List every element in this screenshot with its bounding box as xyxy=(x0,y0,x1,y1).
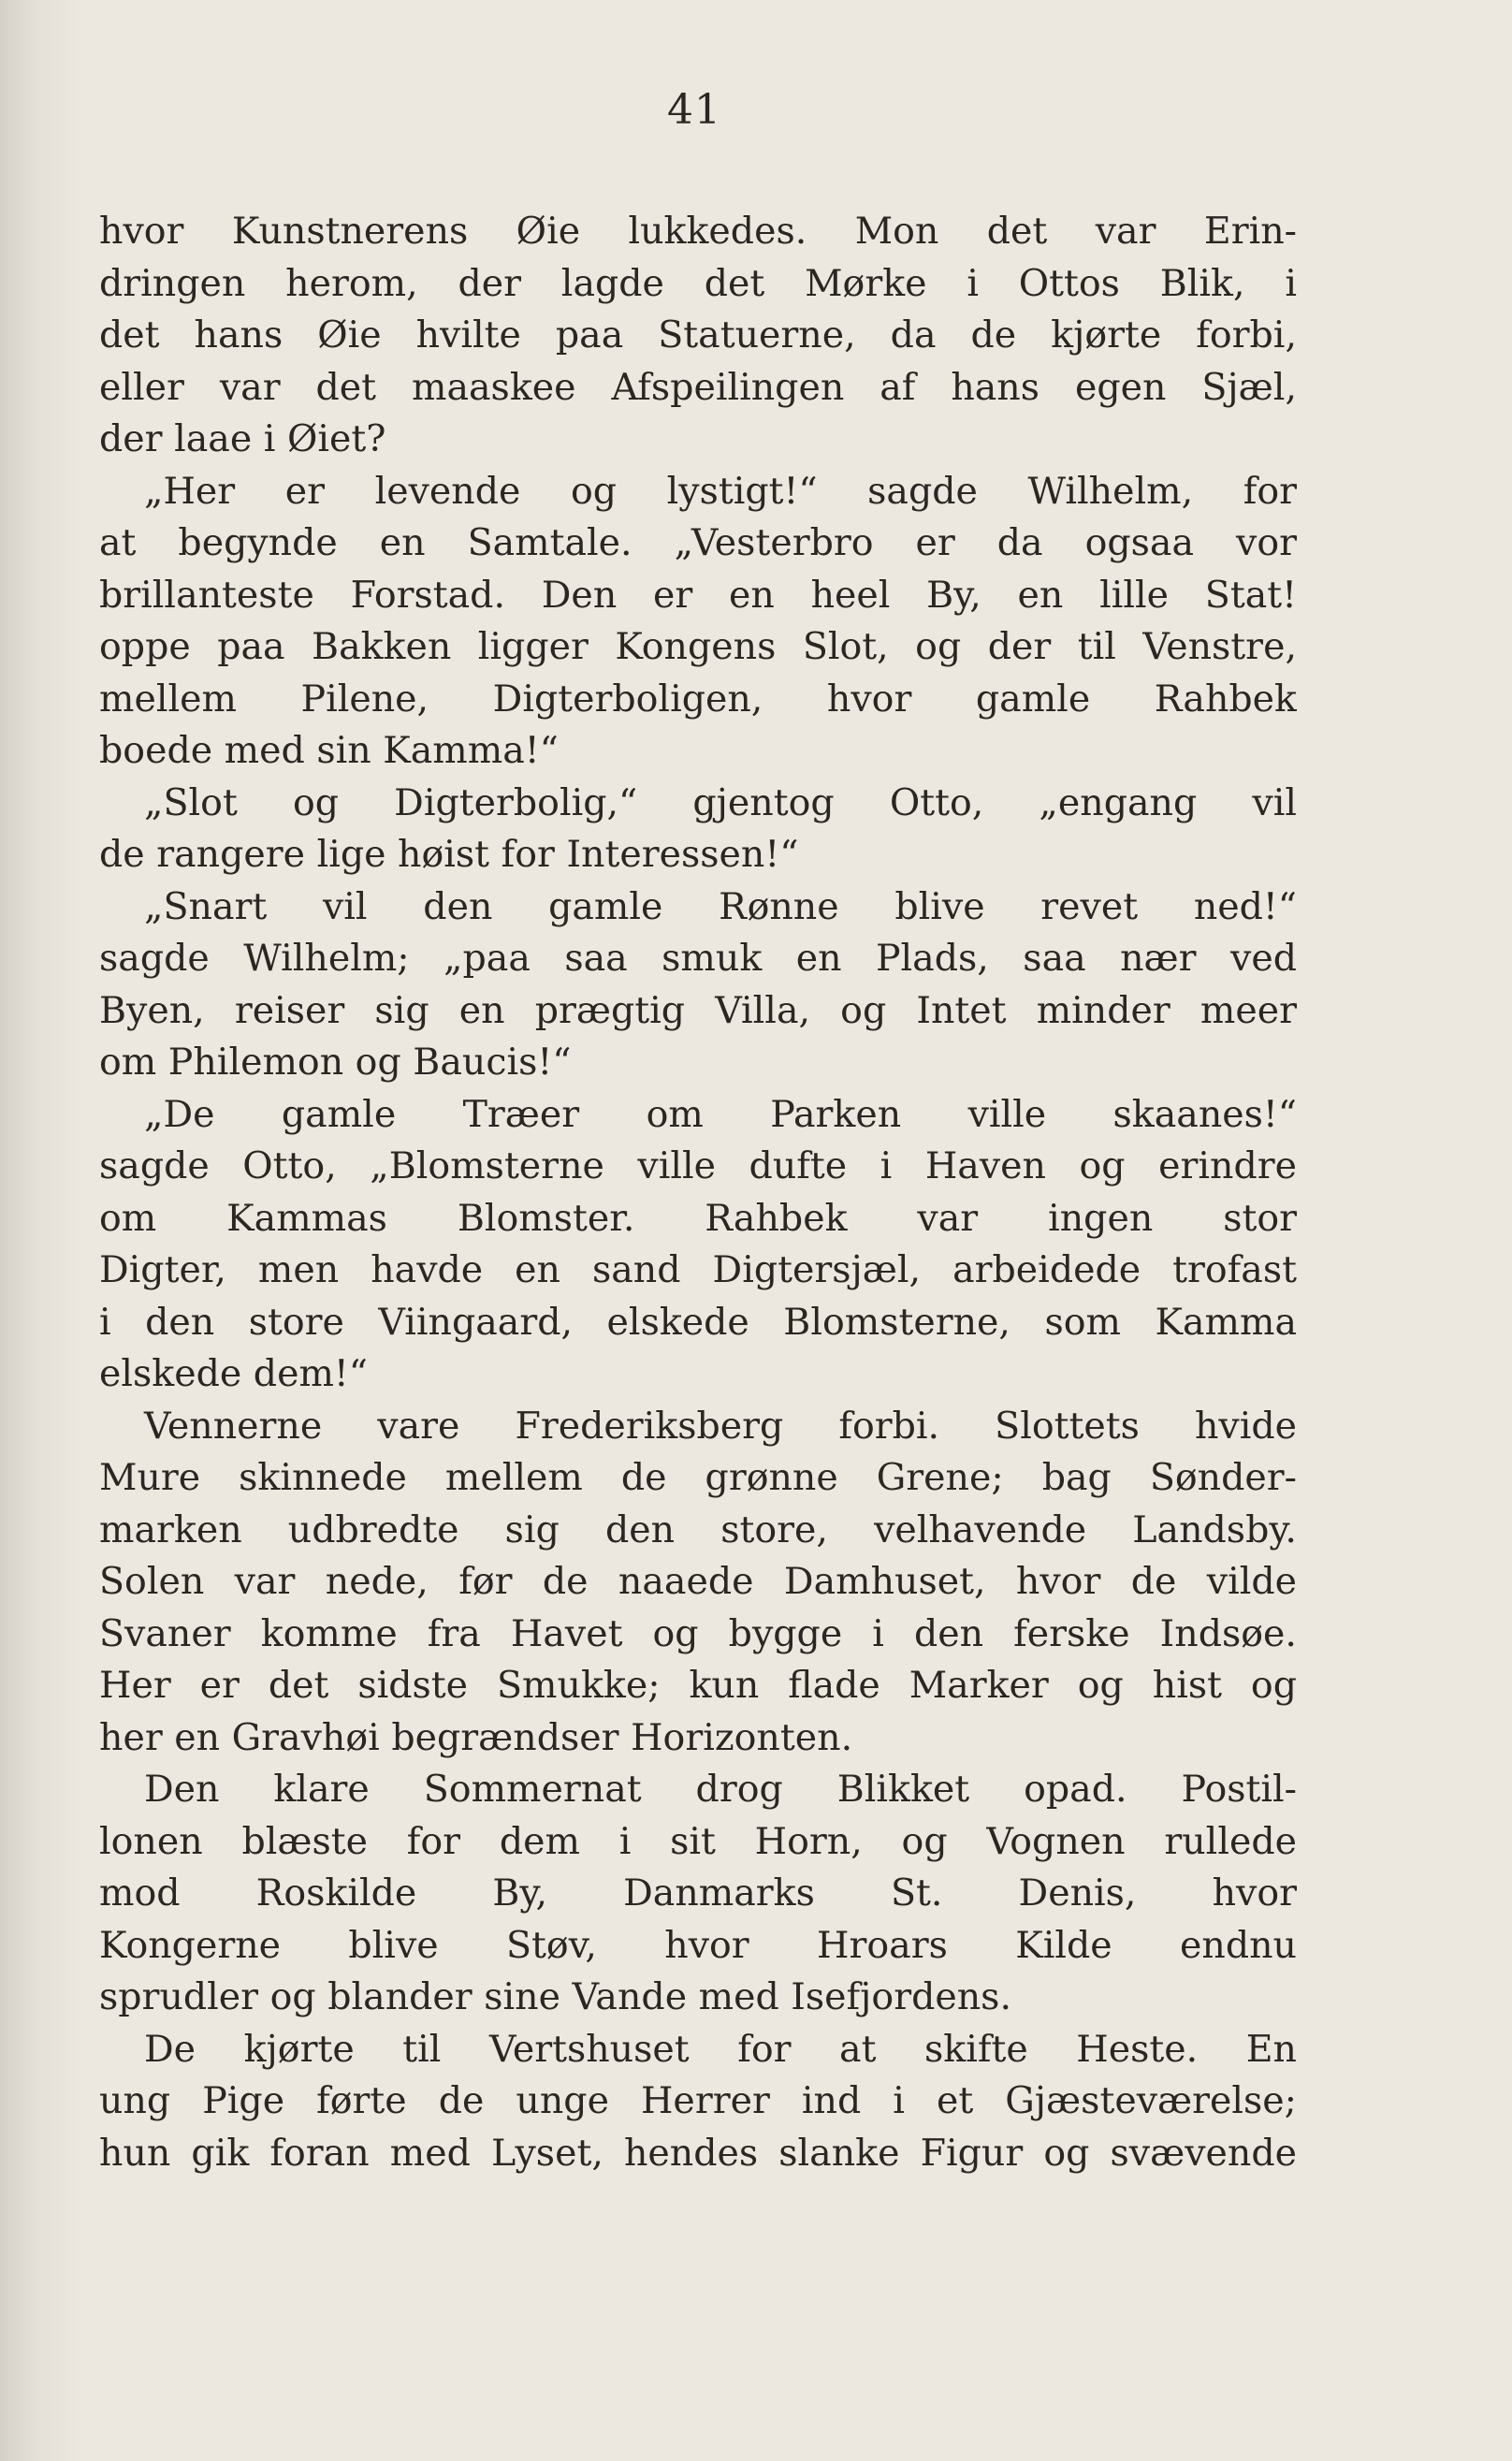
text-line: eller var det maaskee Afspeilingen af hans egen Sjæl, xyxy=(99,365,1297,409)
text-line: boede med sin Kamma!“ xyxy=(99,729,559,772)
text-line: Vennerne vare Frederiksberg forbi. Slottets hvide xyxy=(144,1404,1297,1448)
text-line: hun gik foran med Lyset, hendes slanke Figur og svævende xyxy=(99,2131,1297,2175)
text-line: sprudler og blander sine Vande med Isefjordens. xyxy=(99,1975,1012,2018)
text-line: om Kammas Blomster. Rahbek var ingen stor xyxy=(99,1196,1297,1240)
text-line: Den klare Sommernat drog Blikket opad. Postil- xyxy=(144,1768,1297,1811)
text-line: der laae i Øiet? xyxy=(99,417,386,460)
text-line: Byen, reiser sig en prægtig Villa, og Intet minder meer xyxy=(99,988,1297,1032)
text-line: „De gamle Træer om Parken ville skaanes!“ xyxy=(144,1092,1297,1136)
text-line: at begynde en Samtale. „Vesterbro er da ogsaa vor xyxy=(99,521,1297,564)
text-line: Kongerne blive Støv, hvor Hroars Kilde endnu xyxy=(99,1923,1297,1967)
text-line: hvor Kunstnerens Øie lukkedes. Mon det var Erin- xyxy=(99,210,1297,253)
text-line: Digter, men havde en sand Digtersjæl, arbeidede trofast xyxy=(99,1248,1297,1291)
text-line: Solen var nede, før de naaede Damhuset, hvor de vilde xyxy=(99,1560,1297,1603)
text-line: lonen blæste for dem i sit Horn, og Vognen rullede xyxy=(99,1819,1297,1863)
text-line: ung Pige førte de unge Herrer ind i et Gjæsteværelse; xyxy=(99,2079,1297,2122)
text-line: dringen herom, der lagde det Mørke i Ottos Blik, i xyxy=(99,261,1297,305)
text-line: oppe paa Bakken ligger Kongens Slot, og der til Venstre, xyxy=(99,625,1297,668)
text-line: Mure skinnede mellem de grønne Grene; bag Sønder- xyxy=(99,1456,1297,1499)
text-line: Svaner komme fra Havet og bygge i den ferske Indsøe. xyxy=(99,1611,1297,1655)
text-line: De kjørte til Vertshuset for at skifte Heste. En xyxy=(144,2027,1297,2071)
text-line: elskede dem!“ xyxy=(99,1352,368,1395)
text-line: sagde Otto, „Blomsterne ville dufte i Haven og erindre xyxy=(99,1144,1297,1187)
text-line: brillanteste Forstad. Den er en heel By, en lille Stat! xyxy=(99,573,1297,617)
text-line: Her er det sidste Smukke; kun flade Marker og hist og xyxy=(99,1664,1297,1707)
text-line: „Snart vil den gamle Rønne blive revet ned!“ xyxy=(144,884,1297,928)
text-line: mod Roskilde By, Danmarks St. Denis, hvor xyxy=(99,1871,1297,1915)
text-line: sagde Wilhelm; „paa saa smuk en Plads, saa nær ved xyxy=(99,937,1297,980)
page-number: 41 xyxy=(667,86,721,134)
text-line: „Her er levende og lystigt!“ sagde Wilhelm, for xyxy=(144,469,1297,513)
text-line: om Philemon og Baucis!“ xyxy=(99,1041,572,1084)
text-line: „Slot og Digterbolig,“ gjentog Otto, „engang vil xyxy=(144,780,1297,824)
body-text xyxy=(99,206,1297,2179)
text-line: det hans Øie hvilte paa Statuerne, da de kjørte forbi, xyxy=(99,313,1297,357)
text-line: marken udbredte sig den store, velhavende Landsby. xyxy=(99,1507,1297,1551)
text-line: i den store Viingaard, elskede Blomsterne, som Kamma xyxy=(99,1300,1297,1344)
text-line: her en Gravhøi begrændser Horizonten. xyxy=(99,1715,853,1759)
text-line: de rangere lige høist for Interessen!“ xyxy=(99,833,799,876)
text-line: mellem Pilene, Digterboligen, hvor gamle Rahbek xyxy=(99,677,1297,721)
